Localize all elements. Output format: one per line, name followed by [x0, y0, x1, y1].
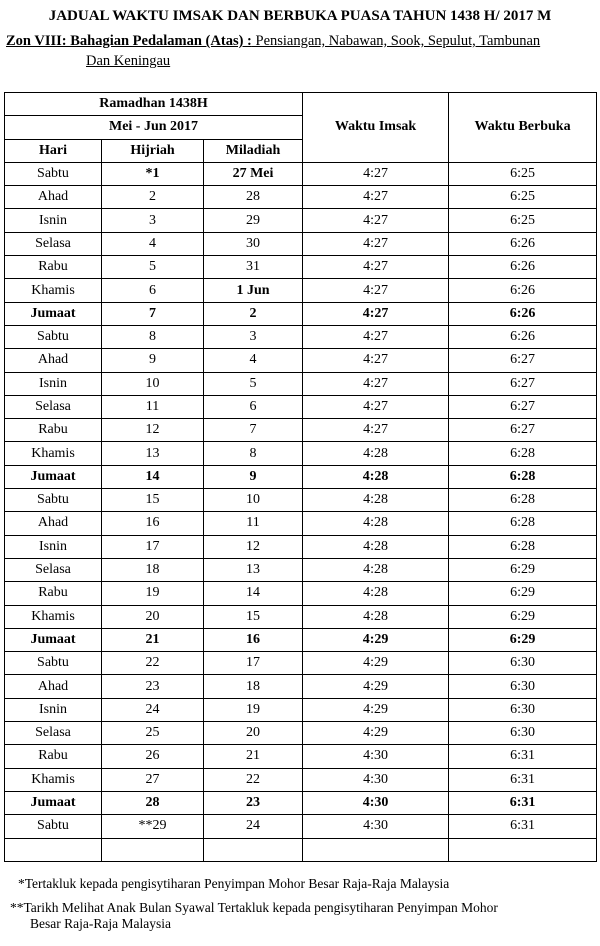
berbuka-cell: 6:25 — [449, 186, 597, 209]
miladiah-cell: 28 — [204, 186, 303, 209]
table-row — [5, 675, 597, 698]
imsak-cell: 4:27 — [303, 186, 449, 209]
page-title: JADUAL WAKTU IMSAK DAN BERBUKA PUASA TAHUN 1438 H/ 2017 M — [48, 8, 552, 24]
hijriah-cell: 24 — [102, 698, 204, 721]
footnote-1: *Tertakluk kepada pengisytiharan Penyimpan Mohor Besar Raja-Raja Malaysia — [18, 876, 450, 891]
hari-cell: Rabu — [5, 582, 102, 605]
miladiah-cell: 8 — [204, 442, 303, 465]
table-row — [5, 489, 597, 512]
hijriah-cell: 20 — [102, 605, 204, 628]
imsak-cell: 4:27 — [303, 232, 449, 255]
hijriah-cell: 11 — [102, 395, 204, 418]
berbuka-cell: 6:28 — [449, 442, 597, 465]
hari-cell: Khamis — [5, 279, 102, 302]
miladiah-cell: 15 — [204, 605, 303, 628]
berbuka-cell — [449, 838, 597, 861]
table-row — [5, 209, 597, 232]
hijriah-cell: 13 — [102, 442, 204, 465]
hari-cell: Isnin — [5, 209, 102, 232]
group-title-cell: Ramadhan 1438H — [5, 93, 303, 116]
miladiah-cell: 5 — [204, 372, 303, 395]
hari-cell: Isnin — [5, 372, 102, 395]
imsak-cell: 4:27 — [303, 256, 449, 279]
hari-cell: Sabtu — [5, 162, 102, 185]
berbuka-cell: 6:27 — [449, 372, 597, 395]
table-row — [5, 768, 597, 791]
berbuka-cell: 6:26 — [449, 256, 597, 279]
hijriah-cell: 15 — [102, 489, 204, 512]
berbuka-cell: 6:26 — [449, 232, 597, 255]
table-row — [5, 302, 597, 325]
hari-cell: Jumaat — [5, 465, 102, 488]
table-row — [5, 745, 597, 768]
table-row — [5, 582, 597, 605]
miladiah-cell: 6 — [204, 395, 303, 418]
zone-label: Zon VIII: Bahagian Pedalaman (Atas) : — [6, 33, 252, 49]
imsak-cell: 4:30 — [303, 791, 449, 814]
berbuka-cell: 6:26 — [449, 325, 597, 348]
hijriah-cell: 18 — [102, 558, 204, 581]
table-row — [5, 791, 597, 814]
berbuka-cell: 6:31 — [449, 791, 597, 814]
hijriah-cell: 8 — [102, 325, 204, 348]
hijriah-cell: 23 — [102, 675, 204, 698]
hari-cell: Jumaat — [5, 302, 102, 325]
imsak-cell: 4:29 — [303, 675, 449, 698]
miladiah-cell: 14 — [204, 582, 303, 605]
hari-cell: Sabtu — [5, 815, 102, 838]
berbuka-cell: 6:27 — [449, 349, 597, 372]
miladiah-header: Miladiah — [204, 139, 303, 162]
table-row — [5, 698, 597, 721]
miladiah-cell: 27 Mei — [204, 162, 303, 185]
miladiah-cell: 2 — [204, 302, 303, 325]
hari-cell: Isnin — [5, 698, 102, 721]
imsak-cell: 4:28 — [303, 489, 449, 512]
miladiah-cell: 1 Jun — [204, 279, 303, 302]
hijriah-cell: 12 — [102, 419, 204, 442]
miladiah-cell: 20 — [204, 722, 303, 745]
hari-cell: Ahad — [5, 675, 102, 698]
berbuka-cell: 6:29 — [449, 558, 597, 581]
berbuka-cell: 6:28 — [449, 465, 597, 488]
table-row — [5, 279, 597, 302]
imsak-header: Waktu Imsak — [303, 93, 449, 163]
table-row — [5, 815, 597, 838]
hari-cell: Jumaat — [5, 791, 102, 814]
hari-header: Hari — [5, 139, 102, 162]
berbuka-cell: 6:31 — [449, 745, 597, 768]
group-months-cell: Mei - Jun 2017 — [5, 116, 303, 139]
imsak-cell: 4:29 — [303, 628, 449, 651]
hijriah-cell: 25 — [102, 722, 204, 745]
hari-cell: Ahad — [5, 512, 102, 535]
imsak-cell: 4:27 — [303, 372, 449, 395]
miladiah-cell: 29 — [204, 209, 303, 232]
berbuka-cell: 6:27 — [449, 395, 597, 418]
table-row — [5, 162, 597, 185]
hari-cell: Selasa — [5, 722, 102, 745]
hijriah-cell: 14 — [102, 465, 204, 488]
miladiah-cell: 9 — [204, 465, 303, 488]
hijriah-cell: 4 — [102, 232, 204, 255]
imsak-cell: 4:27 — [303, 302, 449, 325]
hijriah-cell: *1 — [102, 162, 204, 185]
hari-cell: Sabtu — [5, 489, 102, 512]
hijriah-cell: 26 — [102, 745, 204, 768]
hijriah-cell: 16 — [102, 512, 204, 535]
hijriah-header: Hijriah — [102, 139, 204, 162]
hari-cell: Isnin — [5, 535, 102, 558]
miladiah-cell: 24 — [204, 815, 303, 838]
table-row — [5, 628, 597, 651]
miladiah-cell: 19 — [204, 698, 303, 721]
imsak-cell: 4:29 — [303, 722, 449, 745]
berbuka-cell: 6:31 — [449, 815, 597, 838]
miladiah-cell: 16 — [204, 628, 303, 651]
table-row — [5, 372, 597, 395]
hari-cell: Rabu — [5, 745, 102, 768]
berbuka-cell: 6:29 — [449, 628, 597, 651]
table-row — [5, 325, 597, 348]
footnotes — [0, 876, 600, 932]
table-row — [5, 186, 597, 209]
imsak-cell: 4:30 — [303, 815, 449, 838]
table-row — [5, 535, 597, 558]
berbuka-cell: 6:28 — [449, 512, 597, 535]
imsak-cell — [303, 838, 449, 861]
berbuka-cell: 6:29 — [449, 605, 597, 628]
hijriah-cell: 7 — [102, 302, 204, 325]
hari-cell: Sabtu — [5, 652, 102, 675]
imsak-cell: 4:29 — [303, 652, 449, 675]
imsak-cell: 4:27 — [303, 162, 449, 185]
imsak-cell: 4:28 — [303, 465, 449, 488]
berbuka-cell: 6:31 — [449, 768, 597, 791]
berbuka-cell: 6:26 — [449, 302, 597, 325]
hijriah-cell: **29 — [102, 815, 204, 838]
imsak-cell: 4:30 — [303, 745, 449, 768]
hijriah-cell: 27 — [102, 768, 204, 791]
hijriah-cell: 17 — [102, 535, 204, 558]
zone-places-continued: Dan Keningau — [86, 53, 171, 69]
table-row — [5, 722, 597, 745]
table-row — [5, 652, 597, 675]
berbuka-cell: 6:25 — [449, 209, 597, 232]
imsak-cell: 4:29 — [303, 698, 449, 721]
imsak-cell: 4:27 — [303, 325, 449, 348]
miladiah-cell — [204, 838, 303, 861]
hari-cell: Rabu — [5, 419, 102, 442]
miladiah-cell: 23 — [204, 791, 303, 814]
table-row — [5, 838, 597, 861]
imsak-cell: 4:28 — [303, 605, 449, 628]
imsak-cell: 4:28 — [303, 535, 449, 558]
table-row — [5, 558, 597, 581]
berbuka-cell: 6:25 — [449, 162, 597, 185]
miladiah-cell: 30 — [204, 232, 303, 255]
hari-cell — [5, 838, 102, 861]
berbuka-cell: 6:30 — [449, 698, 597, 721]
berbuka-cell: 6:30 — [449, 652, 597, 675]
berbuka-cell: 6:27 — [449, 419, 597, 442]
table-row — [5, 256, 597, 279]
hari-cell: Jumaat — [5, 628, 102, 651]
imsak-cell: 4:28 — [303, 582, 449, 605]
table-row — [5, 419, 597, 442]
hijriah-cell: 10 — [102, 372, 204, 395]
hijriah-cell: 19 — [102, 582, 204, 605]
hari-cell: Selasa — [5, 232, 102, 255]
table-row — [5, 232, 597, 255]
berbuka-cell: 6:30 — [449, 675, 597, 698]
table-row — [5, 395, 597, 418]
zone-line — [6, 33, 600, 50]
miladiah-cell: 17 — [204, 652, 303, 675]
imsak-cell: 4:27 — [303, 395, 449, 418]
table-row — [5, 465, 597, 488]
imsak-cell: 4:28 — [303, 558, 449, 581]
imsak-cell: 4:27 — [303, 349, 449, 372]
hari-cell: Ahad — [5, 349, 102, 372]
hijriah-cell: 2 — [102, 186, 204, 209]
zone-places: Pensiangan, Nabawan, Sook, Sepulut, Tambunan — [251, 33, 541, 49]
miladiah-cell: 10 — [204, 489, 303, 512]
table-row — [5, 442, 597, 465]
miladiah-cell: 11 — [204, 512, 303, 535]
table-row — [5, 512, 597, 535]
berbuka-cell: 6:29 — [449, 582, 597, 605]
miladiah-cell: 12 — [204, 535, 303, 558]
footnote-2: **Tarikh Melihat Anak Bulan Syawal Tertakluk kepada pengisytiharan Penyimpan Mohor — [10, 900, 498, 915]
miladiah-cell: 21 — [204, 745, 303, 768]
hijriah-cell: 21 — [102, 628, 204, 651]
berbuka-cell: 6:28 — [449, 535, 597, 558]
hijriah-cell: 28 — [102, 791, 204, 814]
imsak-cell: 4:30 — [303, 768, 449, 791]
berbuka-cell: 6:26 — [449, 279, 597, 302]
imsak-cell: 4:27 — [303, 279, 449, 302]
table-row — [5, 605, 597, 628]
hari-cell: Selasa — [5, 395, 102, 418]
table-row — [5, 349, 597, 372]
hari-cell: Sabtu — [5, 325, 102, 348]
imsak-cell: 4:27 — [303, 209, 449, 232]
hari-cell: Khamis — [5, 442, 102, 465]
miladiah-cell: 31 — [204, 256, 303, 279]
hijriah-cell: 6 — [102, 279, 204, 302]
schedule-table — [4, 92, 597, 862]
hari-cell: Ahad — [5, 186, 102, 209]
miladiah-cell: 22 — [204, 768, 303, 791]
imsak-cell: 4:28 — [303, 512, 449, 535]
miladiah-cell: 18 — [204, 675, 303, 698]
imsak-cell: 4:27 — [303, 419, 449, 442]
hijriah-cell: 9 — [102, 349, 204, 372]
berbuka-cell: 6:28 — [449, 489, 597, 512]
miladiah-cell: 4 — [204, 349, 303, 372]
footnote-2-continued: Besar Raja-Raja Malaysia — [30, 916, 171, 931]
hari-cell: Rabu — [5, 256, 102, 279]
hari-cell: Khamis — [5, 605, 102, 628]
hijriah-cell: 22 — [102, 652, 204, 675]
hijriah-cell — [102, 838, 204, 861]
miladiah-cell: 3 — [204, 325, 303, 348]
hari-cell: Selasa — [5, 558, 102, 581]
hari-cell: Khamis — [5, 768, 102, 791]
hijriah-cell: 3 — [102, 209, 204, 232]
miladiah-cell: 13 — [204, 558, 303, 581]
berbuka-header: Waktu Berbuka — [449, 93, 597, 163]
berbuka-cell: 6:30 — [449, 722, 597, 745]
imsak-cell: 4:28 — [303, 442, 449, 465]
miladiah-cell: 7 — [204, 419, 303, 442]
hijriah-cell: 5 — [102, 256, 204, 279]
